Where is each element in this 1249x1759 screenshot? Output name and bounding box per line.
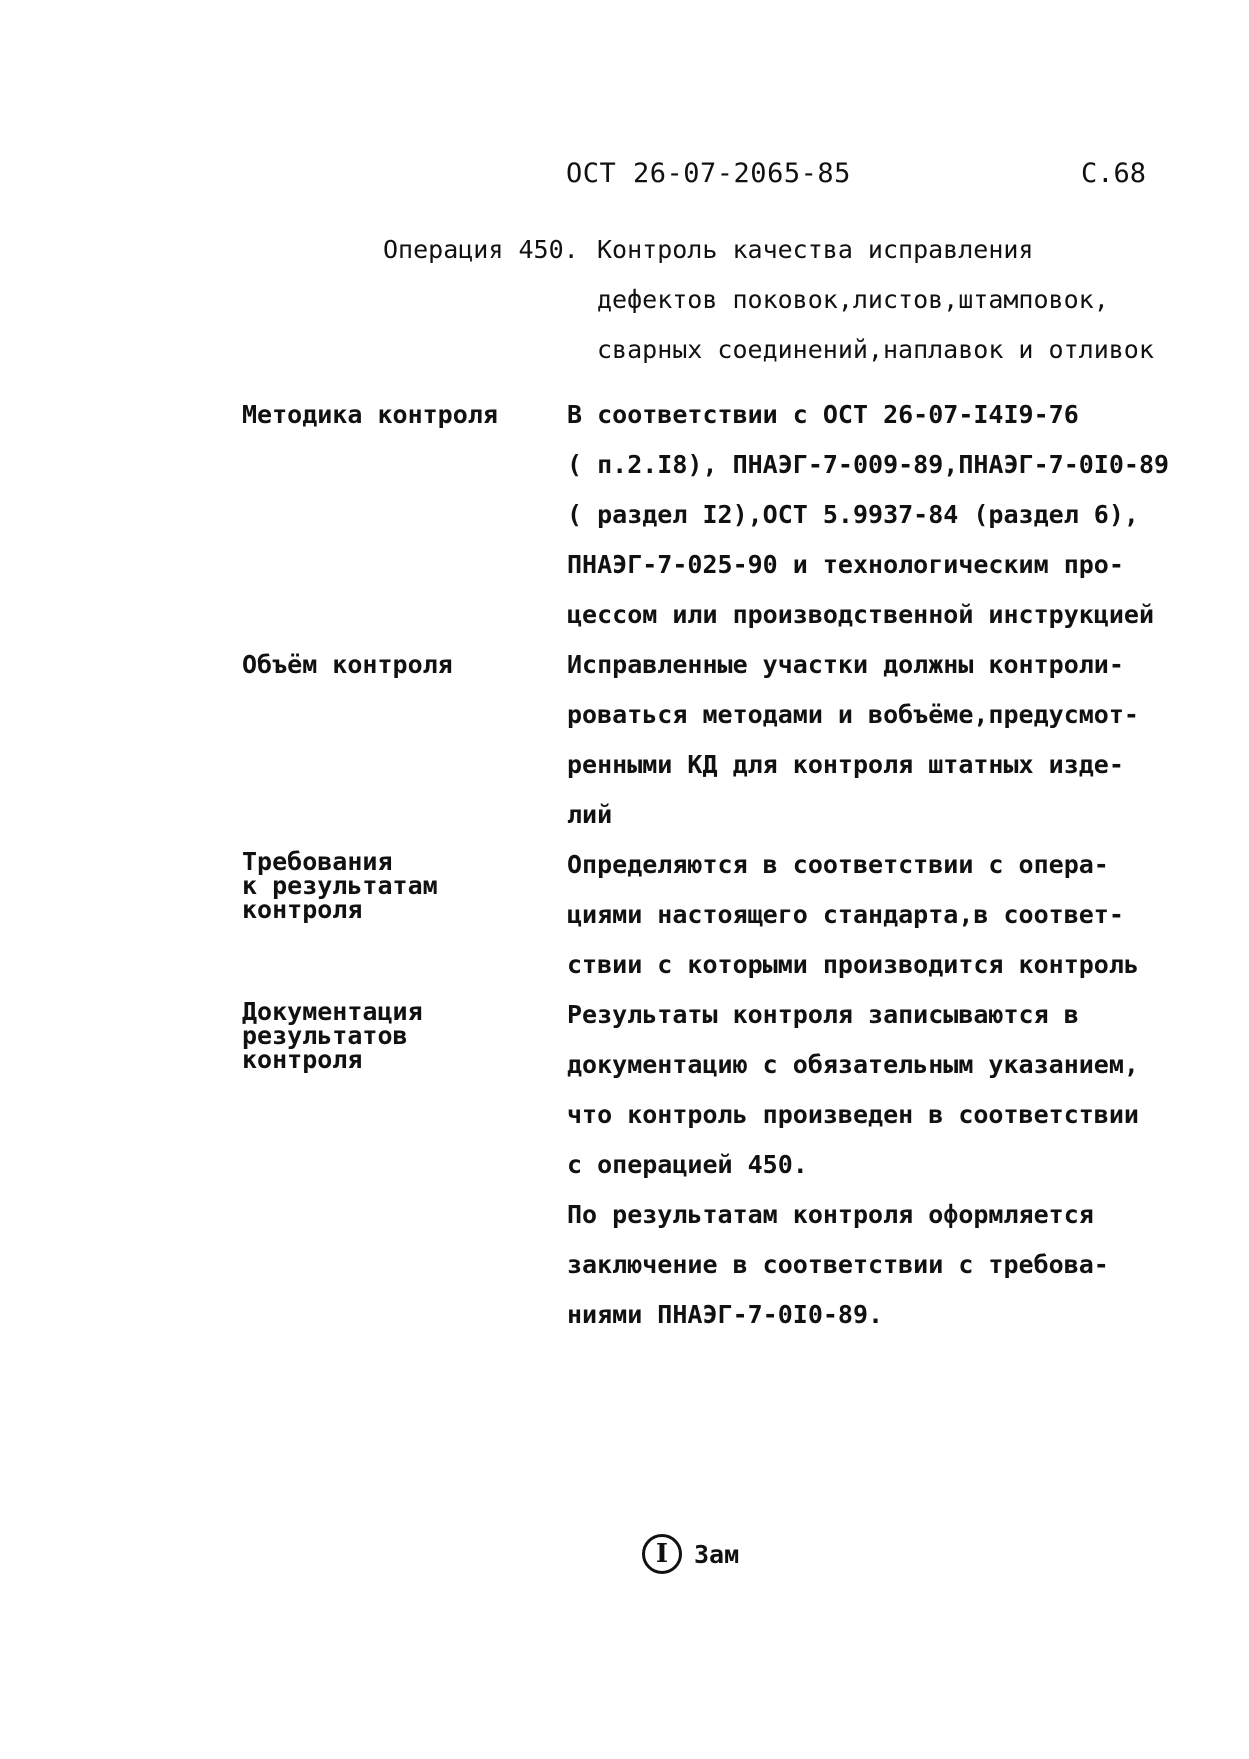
label-line: Документация xyxy=(242,997,423,1026)
page-number: С.68 xyxy=(1081,158,1147,189)
section-text-line: По результатам контроля оформляется xyxy=(567,1200,1094,1229)
label-line: результатов xyxy=(242,1021,408,1050)
section-text-line: ниями ПНАЭГ-7-0I0-89. xyxy=(567,1300,884,1329)
section-text-line: циями настоящего стандарта,в соответ- xyxy=(567,900,1124,929)
section-label-requirements xyxy=(242,847,438,924)
section-text-line: ренными КД для контроля штатных изде- xyxy=(567,750,1124,779)
section-text-line: ( раздел I2),ОСТ 5.9937-84 (раздел 6), xyxy=(567,500,1139,529)
section-text-line: цессом или производственной инструкцией xyxy=(567,600,1154,629)
section-text-line: документацию с обязательным указанием, xyxy=(567,1050,1139,1079)
section-label-method: Методика контроля xyxy=(242,400,498,429)
section-text-line: ПНАЭГ-7-025-90 и технологическим про- xyxy=(567,550,1124,579)
section-text-line: с операцией 450. xyxy=(567,1150,808,1179)
section-text-line: Определяются в соответствии с опера- xyxy=(567,850,1109,879)
label-line: Требования xyxy=(242,847,393,876)
section-label-documentation xyxy=(242,997,423,1074)
section-text-line: что контроль произведен в соответствии xyxy=(567,1100,1139,1129)
change-label: Зам xyxy=(694,1539,740,1569)
change-number-circle: I xyxy=(642,1534,682,1574)
section-text-line: ( п.2.I8), ПНАЭГ-7-009-89,ПНАЭГ-7-0I0-89 xyxy=(567,450,1170,479)
operation-title-line: Контроль качества исправления xyxy=(597,235,1034,264)
section-text-line: Исправленные участки должны контроли- xyxy=(567,650,1124,679)
section-text-line: В соответствии с ОСТ 26-07-I4I9-76 xyxy=(567,400,1079,429)
section-text-line: лий xyxy=(567,800,613,829)
operation-prefix: Операция 450. xyxy=(383,235,579,264)
section-label-scope: Объём контроля xyxy=(242,650,453,679)
label-line: контроля xyxy=(242,1045,363,1074)
section-text-line: Результаты контроля записываются в xyxy=(567,1000,1079,1029)
section-text-line: заключение в соответствии с требова- xyxy=(567,1250,1109,1279)
operation-title-line: дефектов поковок,листов,штамповок, xyxy=(597,285,1109,314)
label-line: к результатам xyxy=(242,871,438,900)
label-line: контроля xyxy=(242,895,363,924)
operation-title-line: сварных соединений,наплавок и отливок xyxy=(597,335,1154,364)
section-text-line: ствии с которыми производится контроль xyxy=(567,950,1139,979)
document-code: ОСТ 26-07-2065-85 xyxy=(566,158,851,189)
section-text-line: роваться методами и вобъёме,предусмот- xyxy=(567,700,1139,729)
change-stamp xyxy=(642,1534,739,1574)
